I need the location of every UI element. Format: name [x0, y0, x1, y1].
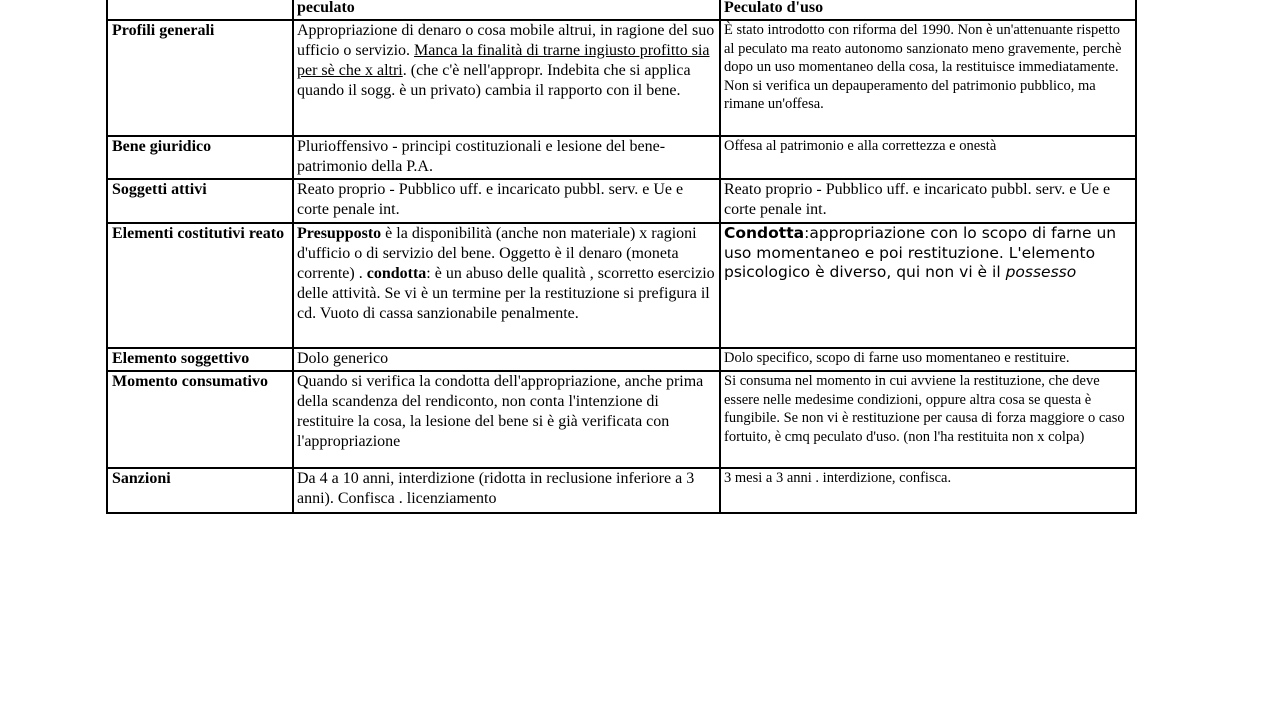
table-row — [107, 348, 1136, 371]
cell-text: :appropriazione con lo scopo di farne un uso momentaneo e poi restituzione. L'elemento psicologico è diverso, qui non vi è il — [724, 224, 1117, 281]
row-label: Elemento soggettivo — [107, 348, 293, 371]
cell-peculato: Plurioffensivo - principi costituzionali e lesione del bene-patrimonio della P.A. — [293, 136, 720, 179]
table-row — [107, 223, 1136, 348]
table-row — [107, 371, 1136, 468]
row-label: Momento consumativo — [107, 371, 293, 468]
cell-peculato: Dolo generico — [293, 348, 720, 371]
cell-peculato-uso: 3 mesi a 3 anni . interdizione, confisca. — [720, 468, 1136, 513]
row-label: Soggetti attivi — [107, 179, 293, 223]
table-row — [107, 468, 1136, 513]
cell-text: : è un abuso delle qualità , scorretto esercizio delle attività. Se vi è un termine per la restituzione si prefigura il cd. Vuoto di cassa sanzionabile penalmente. — [297, 265, 715, 322]
row-label: Profili generali — [107, 20, 293, 136]
cell-peculato-uso: È stato introdotto con riforma del 1990. Non è un'attenuante rispetto al peculato ma reato autonomo sanzionato meno gravemente, perchè dopo un uso momentaneo della cosa, la restituisce immediatamente. Non si verifica un depauperamento del patrimonio pubblico, ma rimane un'offesa. — [720, 20, 1136, 136]
column-header-peculato: peculato — [293, 0, 720, 20]
table-row — [107, 136, 1136, 179]
bold-term: Condotta — [724, 224, 805, 242]
cell-peculato — [293, 223, 720, 348]
cell-peculato: Quando si verifica la condotta dell'appropriazione, anche prima della scandenza del rendiconto, non conta l'intenzione di restituire la cosa, la lesione del bene si è già verificata con l'appropriazione — [293, 371, 720, 468]
cell-peculato-uso: Dolo specifico, scopo di farne uso momentaneo e restituire. — [720, 348, 1136, 371]
bold-term: Presupposto — [297, 225, 382, 242]
table-row — [107, 20, 1136, 136]
cell-peculato — [293, 20, 720, 136]
cell-peculato-uso: Reato proprio - Pubblico uff. e incaricato pubbl. serv. e Ue e corte penale int. — [720, 179, 1136, 223]
cell-text: . (che c'è nell'appropr. Indebita che si applica quando il sogg. è un privato) cambia il rapporto con il bene. — [297, 62, 691, 99]
column-header-peculato-uso: Peculato d'uso — [720, 0, 1136, 20]
cell-text: è la disponibilità (anche non materiale) x ragioni d'ufficio o di servizio del bene. Oggetto è il denaro (moneta corrente) . — [297, 225, 697, 282]
cell-peculato-uso: Si consuma nel momento in cui avviene la restituzione, che deve essere nelle medesime condizioni, oppure altra cosa se questa è fungibile. Se non vi è restituzione per causa di forza maggiore o caso fortuito, è cmq peculato d'uso. (non l'ha restituita non x colpa) — [720, 371, 1136, 468]
row-label: Sanzioni — [107, 468, 293, 513]
row-label: Bene giuridico — [107, 136, 293, 179]
header-cell-empty — [107, 0, 293, 20]
underlined-text: Manca la finalità di trarne ingiusto profitto sia per sè che x altri — [297, 42, 710, 79]
table-row — [107, 179, 1136, 223]
cell-peculato-uso — [720, 223, 1136, 348]
cell-text: Appropriazione di denaro o cosa mobile altrui, in ragione del suo ufficio o servizio. — [297, 22, 715, 59]
cell-peculato-uso: Offesa al patrimonio e alla correttezza e onestà — [720, 136, 1136, 179]
bold-term: condotta — [366, 265, 427, 282]
row-label: Elementi costitutivi reato — [107, 223, 293, 348]
header-row — [107, 0, 1136, 20]
comparison-table — [106, 0, 1137, 514]
cell-peculato: Reato proprio - Pubblico uff. e incaricato pubbl. serv. e Ue e corte penale int. — [293, 179, 720, 223]
italic-term: possesso — [1005, 263, 1077, 281]
cell-peculato: Da 4 a 10 anni, interdizione (ridotta in reclusione inferiore a 3 anni). Confisca . licenziamento — [293, 468, 720, 513]
